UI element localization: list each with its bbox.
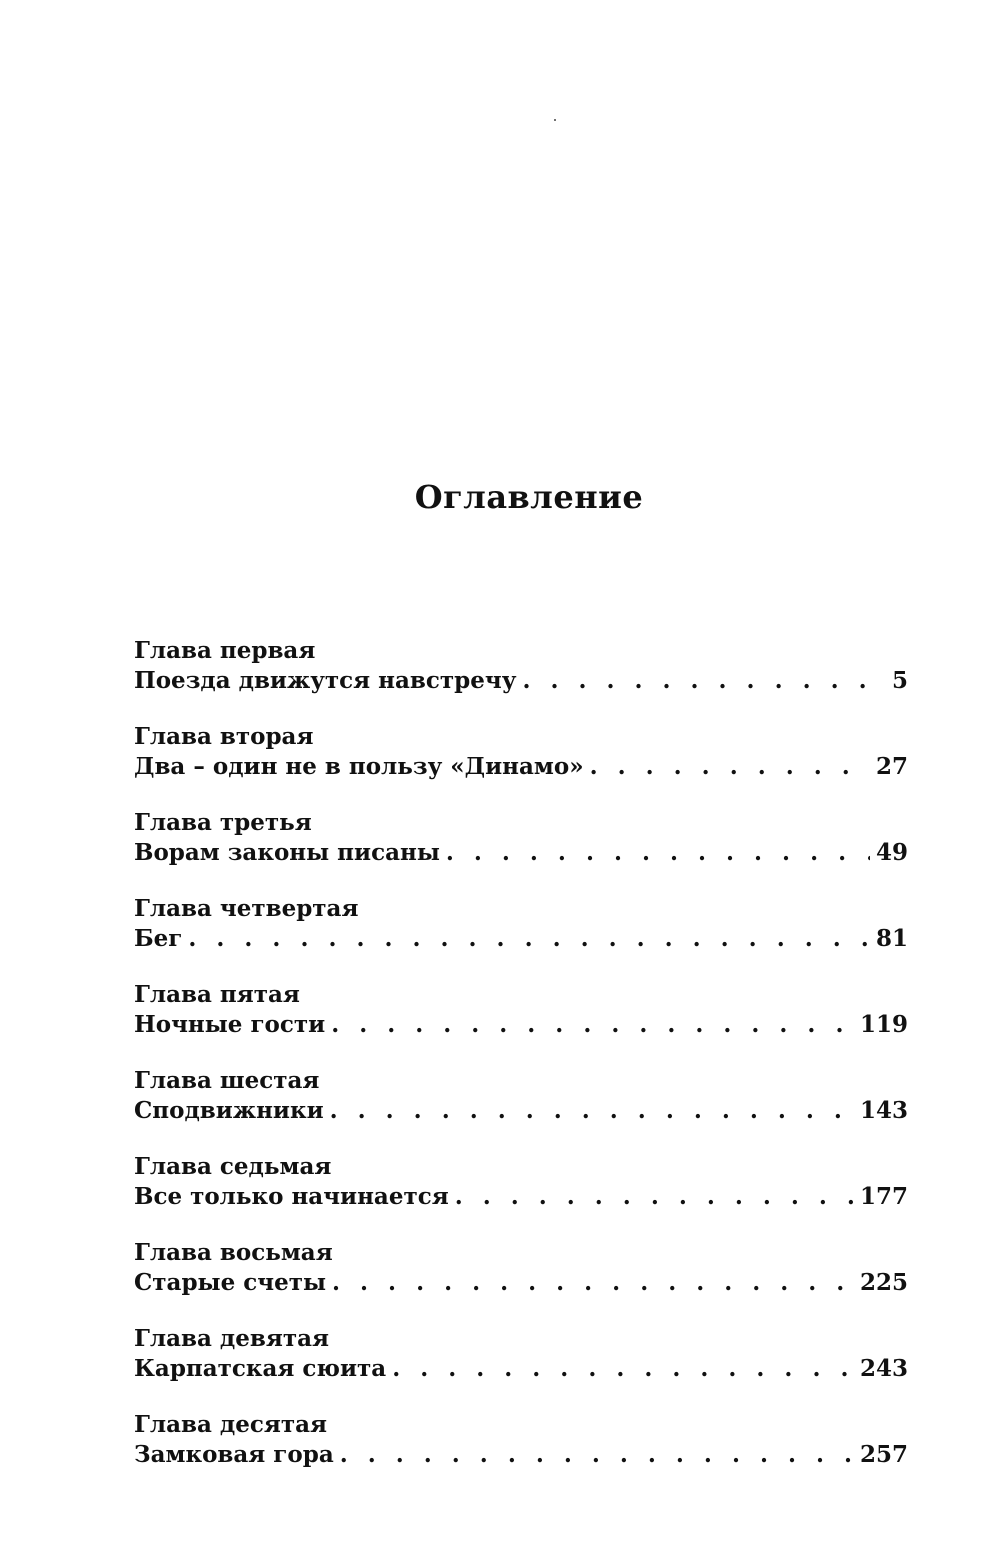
dot-leader — [332, 1268, 854, 1298]
chapter-row — [134, 752, 908, 782]
toc-entry[interactable] — [134, 894, 908, 980]
chapter-title: Ночные гости — [134, 1011, 326, 1038]
page-number: 225 — [859, 1269, 908, 1296]
toc-entry[interactable] — [134, 1410, 908, 1496]
page-title: Оглавление — [414, 478, 644, 516]
dot-leader — [330, 1096, 854, 1126]
chapter-label: Глава четвертая — [134, 895, 359, 922]
chapter-title: Бег — [134, 925, 183, 952]
page-number: 27 — [875, 753, 908, 780]
page-number: 143 — [859, 1097, 908, 1124]
chapter-label: Глава вторая — [134, 723, 314, 750]
chapter-label: Глава девятая — [134, 1325, 329, 1352]
chapter-row — [134, 666, 908, 696]
chapter-row — [134, 1182, 908, 1212]
page-number: 81 — [875, 925, 908, 952]
chapter-label: Глава первая — [134, 637, 316, 664]
print-speck — [554, 119, 556, 121]
page-number: 5 — [891, 667, 908, 694]
table-of-contents — [134, 636, 908, 1496]
page-number: 257 — [859, 1441, 908, 1468]
chapter-row — [134, 1354, 908, 1384]
chapter-row — [134, 1440, 908, 1470]
chapter-row — [134, 924, 908, 954]
dot-leader — [188, 924, 870, 954]
dot-leader — [446, 838, 870, 868]
chapter-label: Глава третья — [134, 809, 312, 836]
chapter-row — [134, 1096, 908, 1126]
chapter-label: Глава шестая — [134, 1067, 320, 1094]
chapter-title: Два – один не в пользу «Динамо» — [134, 753, 584, 780]
chapter-title: Замковая гора — [134, 1441, 334, 1468]
toc-entry[interactable] — [134, 1066, 908, 1152]
page-number: 49 — [875, 839, 908, 866]
page-number: 177 — [859, 1183, 908, 1210]
chapter-title: Поезда движутся навстречу — [134, 667, 517, 694]
dot-leader — [331, 1010, 854, 1040]
page-number: 119 — [859, 1011, 908, 1038]
toc-entry[interactable] — [134, 722, 908, 808]
dot-leader — [522, 666, 882, 696]
dot-leader — [590, 752, 870, 782]
toc-entry[interactable] — [134, 980, 908, 1066]
dot-leader — [455, 1182, 854, 1212]
dot-leader — [392, 1354, 854, 1384]
chapter-row — [134, 838, 908, 868]
toc-entry[interactable] — [134, 1152, 908, 1238]
chapter-label: Глава пятая — [134, 981, 300, 1008]
chapter-row — [134, 1268, 908, 1298]
chapter-row — [134, 1010, 908, 1040]
chapter-label: Глава седьмая — [134, 1153, 332, 1180]
chapter-title: Все только начинается — [134, 1183, 449, 1210]
toc-entry[interactable] — [134, 808, 908, 894]
toc-entry[interactable] — [134, 1324, 908, 1410]
chapter-title: Старые счеты — [134, 1269, 327, 1296]
toc-entry[interactable] — [134, 1238, 908, 1324]
chapter-label: Глава десятая — [134, 1411, 327, 1438]
toc-entry[interactable] — [134, 636, 908, 722]
dot-leader — [340, 1440, 854, 1470]
chapter-title: Сподвижники — [134, 1097, 324, 1124]
chapter-label: Глава восьмая — [134, 1239, 333, 1266]
page-number: 243 — [859, 1355, 908, 1382]
chapter-title: Карпатская сюита — [134, 1355, 387, 1382]
chapter-title: Ворам законы писаны — [134, 839, 440, 866]
